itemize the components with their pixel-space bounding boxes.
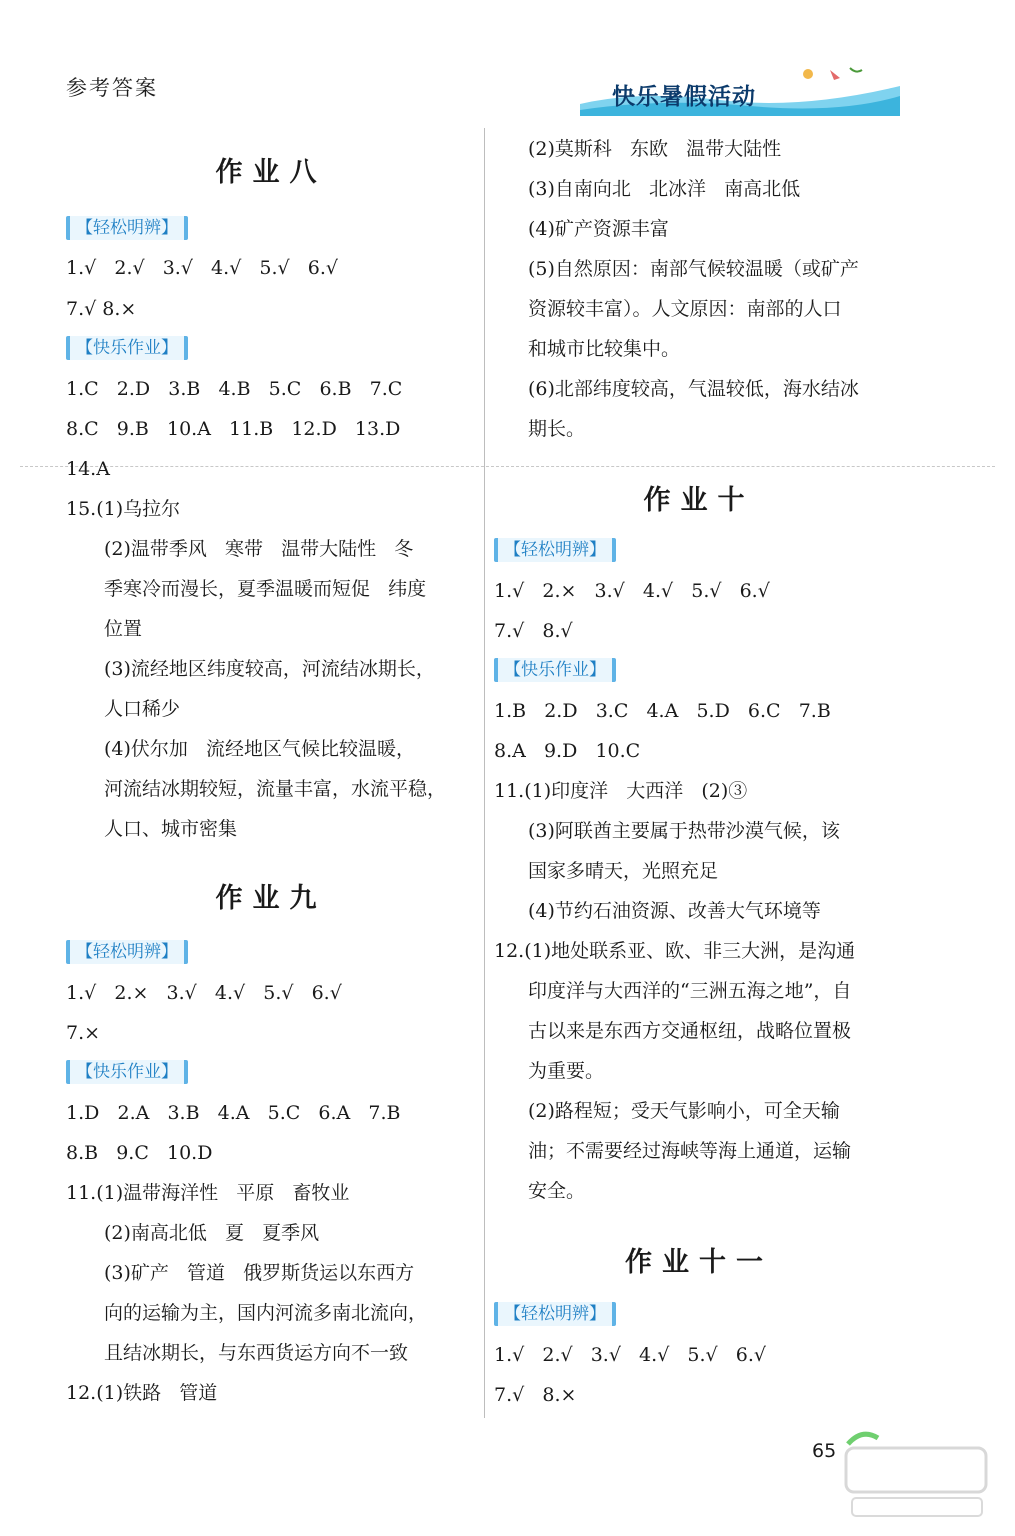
hw10-line: 1.√ 2.× 3.√ 4.√ 5.√ 6.√ [494,580,770,602]
hw11-title: 作业十一 [625,1247,773,1278]
hw9-line: (3)矿产 管道 俄罗斯货运以东西方 [104,1262,415,1284]
hw9-title: 作业九 [215,883,327,914]
cont-line: (5)自然原因：南部气候较温暖（或矿产 [528,258,859,280]
hw8-title: 作业八 [215,157,327,188]
hw9-line: 7.× [66,1022,101,1044]
hw8-line: 14.A [66,458,110,480]
hw8-line: (3)流经地区纬度较高，河流结冰期长， [104,658,435,680]
cont-line: (4)矿产资源丰富 [528,218,669,240]
hw8-line: 季寒冷而漫长，夏季温暖而短促 纬度 [104,578,427,600]
hw9-line: (2)南高北低 夏 夏季风 [104,1222,320,1244]
hw9-line: 向的运输为主，国内河流多南北流向， [104,1302,428,1324]
hw10-line: 古以来是东西方交通枢纽，战略位置极 [528,1020,852,1042]
hw8-line: 人口稀少 [104,698,181,720]
hw9-line: 1.√ 2.× 3.√ 4.√ 5.√ 6.√ [66,982,342,1004]
hw10-line: 安全。 [528,1180,586,1202]
hw8-line: 8.C 9.B 10.A 11.B 12.D 13.D [66,418,401,440]
hw10-tag-happy: 【快乐作业】 [494,658,616,682]
hw8-line: (4)伏尔加 流经地区气候比较温暖， [104,738,416,760]
hw8-line: 人口、城市密集 [104,818,238,840]
cont-line: (3)自南向北 北冰洋 南高北低 [528,178,801,200]
banner-title: 快乐暑假活动 [612,84,756,110]
hw10-line: 8.A 9.D 10.C [494,740,641,762]
hw10-line: 印度洋与大西洋的“三洲五海之地”，自 [528,980,852,1002]
hw10-line: 7.√ 8.√ [494,620,573,642]
hw8-line: 1.C 2.D 3.B 4.B 5.C 6.B 7.C [66,378,403,400]
hw8-tag-happy: 【快乐作业】 [66,336,188,360]
header-label: 参考答案 [66,76,158,100]
watermark-logo [842,1422,992,1522]
hw10-line: (4)节约石油资源、改善大气环境等 [528,900,821,922]
cont-line: (6)北部纬度较高，气温较低，海水结冰 [528,378,859,400]
cont-line: 期长。 [528,418,586,440]
cont-line: 和城市比较集中。 [528,338,681,360]
hw8-line: (2)温带季风 寒带 温带大陆性 冬 [104,538,414,560]
cont-line: 资源较丰富）。人文原因：南部的人口 [528,298,842,320]
hw8-line: 1.√ 2.√ 3.√ 4.√ 5.√ 6.√ [66,257,339,279]
cont-line: (2)莫斯科 东欧 温带大陆性 [528,138,782,160]
hw10-line: 为重要。 [528,1060,605,1082]
hw9-line: 12.(1)铁路 管道 [66,1382,218,1404]
hw8-line: 位置 [104,618,143,640]
hw8-line: 河流结冰期较短，流量丰富，水流平稳， [104,778,447,800]
hw10-line: 1.B 2.D 3.C 4.A 5.D 6.C 7.B [494,700,831,722]
hw8-tag-easy: 【轻松明辨】 [66,216,188,240]
column-divider [484,128,485,1418]
hw8-line: 7.√ 8.× [66,298,137,320]
hw9-line: 且结冰期长，与东西货运方向不一致 [104,1342,409,1364]
hw8-line: 15.(1)乌拉尔 [66,498,181,520]
hw10-line: 11.(1)印度洋 大西洋 (2)③ [494,780,748,802]
hw9-tag-easy: 【轻松明辨】 [66,940,188,964]
hw10-title: 作业十 [643,485,755,516]
page-number: 65 [812,1440,837,1462]
hw11-line: 1.√ 2.√ 3.√ 4.√ 5.√ 6.√ [494,1344,767,1366]
hw10-tag-easy: 【轻松明辨】 [494,538,616,562]
fold-line [20,466,995,467]
hw11-tag-easy: 【轻松明辨】 [494,1302,616,1326]
hw9-tag-happy: 【快乐作业】 [66,1060,188,1084]
hw9-line: 8.B 9.C 10.D [66,1142,213,1164]
hw9-line: 1.D 2.A 3.B 4.A 5.C 6.A 7.B [66,1102,401,1124]
hw11-line: 7.√ 8.× [494,1384,577,1406]
hw10-line: 国家多晴天，光照充足 [528,860,719,882]
hw10-line: 油；不需要经过海峡等海上通道，运输 [528,1140,852,1162]
hw10-line: (3)阿联酋主要属于热带沙漠气候，该 [528,820,840,842]
hw10-line: 12.(1)地处联系亚、欧、非三大洲，是沟通 [494,940,856,962]
hw9-line: 11.(1)温带海洋性 平原 畜牧业 [66,1182,350,1204]
hw10-line: (2)路程短；受天气影响小，可全天输 [528,1100,840,1122]
